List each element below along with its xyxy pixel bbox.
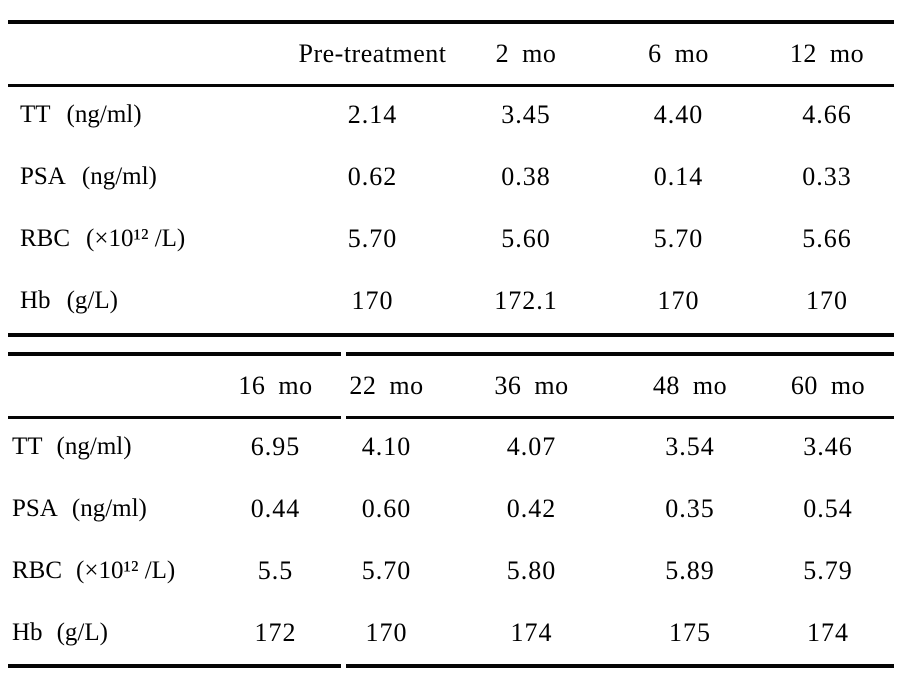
table-row-tt: [8, 84, 894, 146]
row-label: PSA: [20, 163, 66, 190]
row-label-cell: [8, 540, 223, 602]
table-followup-late: [8, 356, 894, 664]
table-row-hb: [8, 270, 894, 332]
header-cell-22mo: 22 mo: [349, 371, 424, 400]
header-cell-12mo: 12 mo: [789, 39, 865, 68]
row-unit: (ng/ml): [56, 433, 132, 460]
row-label-cell: [8, 270, 290, 332]
row-unit: (ng/ml): [81, 163, 157, 190]
value-cell: 0.60: [361, 494, 412, 523]
value-cell: 172: [254, 618, 297, 647]
value-cell: 5.79: [803, 556, 853, 585]
value-cell: 170: [806, 286, 848, 315]
header-cell-2mo: 2 mo: [495, 39, 557, 68]
row-label: Hb: [20, 287, 51, 314]
row-unit: (×10¹² /L): [76, 557, 176, 584]
value-cell: 4.66: [802, 100, 852, 129]
value-cell: 5.70: [653, 224, 704, 253]
value-cell: 174: [807, 618, 849, 647]
value-cell: 4.10: [361, 432, 412, 461]
row-unit: (×10¹² /L): [86, 225, 186, 252]
value-cell: 5.66: [802, 224, 852, 253]
value-cell: 0.33: [802, 162, 852, 191]
header-cell-6mo: 6 mo: [648, 39, 709, 68]
value-cell: 5.89: [665, 556, 715, 585]
row-label-cell: [8, 478, 223, 540]
value-cell: 0.44: [250, 494, 301, 523]
value-cell: 0.14: [653, 162, 704, 191]
table2-header-row: [8, 356, 894, 416]
value-cell: 0.38: [501, 162, 551, 191]
value-cell: 5.70: [361, 556, 412, 585]
row-unit: (ng/ml): [66, 101, 142, 128]
header-cell-16mo: 16 mo: [238, 371, 313, 400]
value-cell: 0.62: [347, 162, 398, 191]
value-cell: 170: [657, 286, 700, 315]
header-cell-36mo: 36 mo: [494, 371, 569, 400]
value-cell: 172.1: [494, 286, 558, 315]
table1-bottom-rule: [8, 333, 894, 337]
value-cell: 3.54: [665, 432, 715, 461]
value-cell: 170: [365, 618, 408, 647]
table1-header-row: [8, 24, 894, 84]
value-cell: 2.14: [347, 100, 398, 129]
table-followup-early: [8, 24, 894, 332]
row-label: RBC: [12, 557, 63, 584]
header-cell-60mo: 60 mo: [790, 371, 866, 400]
row-label: PSA: [12, 495, 58, 522]
corner-cell: [8, 24, 290, 84]
value-cell: 6.95: [250, 432, 301, 461]
row-unit: (g/L): [66, 287, 118, 314]
row-unit: (ng/ml): [71, 495, 147, 522]
row-unit: (g/L): [56, 619, 108, 646]
value-cell: 0.54: [803, 494, 853, 523]
table-row-psa: [8, 478, 894, 540]
value-cell: 4.40: [653, 100, 704, 129]
header-cell-pretreatment: Pre-treatment: [298, 39, 447, 68]
table2-bottom-rule-left: [8, 664, 341, 668]
row-label-cell: [8, 84, 290, 146]
row-label-cell: [8, 602, 223, 664]
value-cell: 0.35: [665, 494, 715, 523]
value-cell: 175: [669, 618, 711, 647]
row-label-cell: [8, 416, 223, 478]
table-row-psa: [8, 146, 894, 208]
value-cell: 4.07: [506, 432, 557, 461]
corner-cell: [8, 356, 223, 416]
row-label: TT: [12, 433, 43, 460]
table-row-hb: [8, 602, 894, 664]
value-cell: 5.70: [347, 224, 398, 253]
value-cell: 174: [510, 618, 553, 647]
value-cell: 5.80: [506, 556, 557, 585]
row-label-cell: [8, 146, 290, 208]
table-row-rbc: [8, 208, 894, 270]
table2-bottom-rule-right: [346, 664, 894, 668]
header-cell-48mo: 48 mo: [652, 371, 728, 400]
row-label: Hb: [12, 619, 43, 646]
table-row-tt: [8, 416, 894, 478]
row-label: TT: [20, 101, 51, 128]
value-cell: 3.46: [803, 432, 853, 461]
value-cell: 5.5: [257, 556, 294, 585]
value-cell: 0.42: [506, 494, 557, 523]
value-cell: 170: [351, 286, 394, 315]
value-cell: 5.60: [501, 224, 551, 253]
row-label: RBC: [20, 225, 71, 252]
table-row-rbc: [8, 540, 894, 602]
value-cell: 3.45: [501, 100, 551, 129]
row-label-cell: [8, 208, 290, 270]
